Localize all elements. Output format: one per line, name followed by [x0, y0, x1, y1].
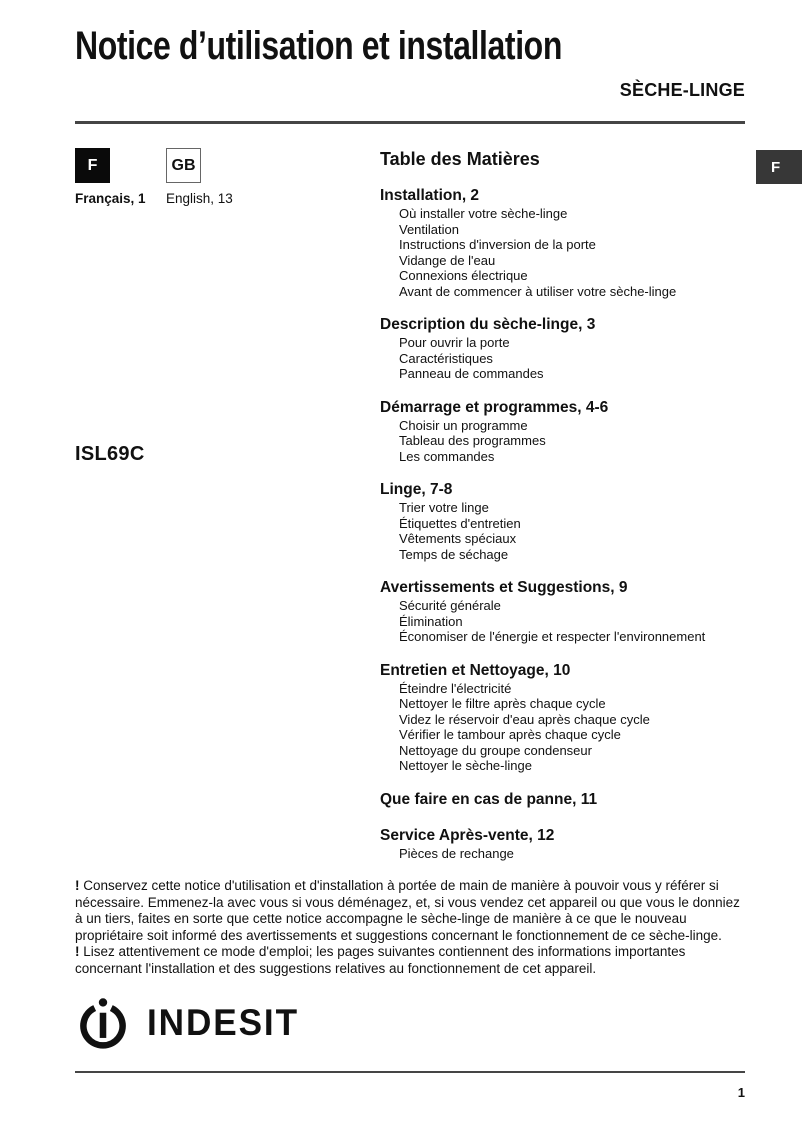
- toc-heading: Table des Matières: [380, 149, 540, 169]
- toc-item: Temps de séchage: [399, 546, 509, 562]
- toc-section: [380, 578, 745, 645]
- toc-item: Connexions électrique: [399, 268, 528, 283]
- toc-section-items: [380, 598, 745, 645]
- toc-item: Nettoyage du groupe condenseur: [399, 742, 592, 758]
- english-label: English, 13: [166, 191, 233, 206]
- bottom-divider: [75, 1071, 745, 1073]
- toc-item: Videz le réservoir d'eau après chaque cycle: [399, 711, 650, 727]
- brand-name: INDESIT: [147, 1002, 299, 1043]
- page-title: [75, 0, 745, 66]
- toc-item: Panneau de commandes: [399, 366, 544, 381]
- toc-section-title: Avertissements et Suggestions, 9: [380, 579, 628, 596]
- toc-item: Trier votre linge: [399, 500, 489, 515]
- toc-section-title: Service Après-vente, 12: [380, 826, 555, 844]
- french-label: Français, 1: [75, 191, 146, 206]
- note-paragraph: [75, 944, 745, 977]
- toc-item: Éteindre l'électricité: [399, 680, 512, 696]
- top-divider: [75, 121, 745, 124]
- toc-item: Élimination: [399, 613, 463, 629]
- toc-item: Instructions d'inversion de la porte: [399, 237, 596, 252]
- toc-sections: [380, 186, 745, 861]
- toc-item: Tableau des programmes: [399, 433, 546, 448]
- french-flag-box: [75, 148, 110, 183]
- model-number: ISL69C: [75, 443, 145, 465]
- toc-section-title: Description du sèche-linge, 3: [380, 316, 596, 333]
- toc-section: [380, 315, 745, 382]
- toc-section: [380, 186, 745, 299]
- main-columns: [75, 148, 745, 878]
- toc-section-items: [380, 418, 745, 465]
- toc-section-items: [380, 206, 745, 299]
- toc-section-title: Entretien et Nettoyage, 10: [380, 661, 571, 679]
- toc-item: Vêtements spéciaux: [399, 531, 517, 546]
- toc-item: Pour ouvrir la porte: [399, 335, 510, 350]
- toc-item: Nettoyer le filtre après chaque cycle: [399, 696, 606, 711]
- toc-item: Économiser de l'énergie et respecter l'environnement: [399, 629, 706, 644]
- table-of-contents: [380, 148, 745, 878]
- toc-section-items: [380, 681, 745, 774]
- toc-section-title: Installation, 2: [380, 187, 480, 204]
- page-number: 1: [737, 1085, 745, 1100]
- toc-item: Pièces de rechange: [399, 845, 514, 861]
- toc-section: [380, 790, 745, 810]
- toc-item: Choisir un programme: [399, 417, 528, 433]
- toc-item: Étiquettes d'entretien: [399, 515, 521, 531]
- toc-section-title: Démarrage et programmes, 4-6: [380, 398, 609, 416]
- toc-item: Vérifier le tambour après chaque cycle: [399, 727, 621, 742]
- side-tab-label: F: [771, 158, 781, 176]
- toc-item: Les commandes: [399, 448, 495, 464]
- page-title-text: Notice d’utilisation et installation: [75, 24, 562, 68]
- note-paragraph: [75, 878, 745, 944]
- note-marker: !: [75, 944, 80, 959]
- toc-item: Ventilation: [399, 221, 459, 237]
- power-i-icon: [75, 995, 131, 1051]
- french-code: F: [87, 156, 98, 174]
- english-code: GB: [171, 156, 196, 174]
- side-language-tab: [756, 150, 802, 184]
- brand-logo: [75, 995, 745, 1051]
- note-marker: !: [75, 878, 80, 893]
- toc-section-items: [380, 846, 745, 862]
- toc-section: [380, 398, 745, 465]
- toc-section: [380, 480, 745, 562]
- english-flag-box: [166, 148, 201, 183]
- language-entry-english: [166, 148, 257, 206]
- notes-block: [75, 878, 745, 977]
- toc-item: Nettoyer le sèche-linge: [399, 758, 532, 773]
- toc-item: Sécurité générale: [399, 598, 501, 613]
- toc-section-title: Linge, 7-8: [380, 481, 453, 498]
- note-text: Conservez cette notice d'utilisation et d'installation à portée de main de manière à pouvoir vous y référer si nécessaire. Emmenez-la avec vous si vous déménagez, et, si vous vendez cet appareil ou que vous le donniez à un tiers, faites en sorte que cette notice accompagne le sèche-linge de manière à ce que le nouveau propriétaire soit informé des avertissements et suggestions concernant le fonctionnement de ce sèche-linge.: [75, 878, 740, 943]
- toc-item: Caractéristiques: [399, 350, 493, 366]
- appliance-type-subtitle: SÈCHE-LINGE: [619, 80, 745, 100]
- note-text: Lisez attentivement ce mode d'emploi; les pages suivantes contiennent des informations importantes concernant l'installation et des suggestions relatives au fonctionnement de cet appareil.: [75, 944, 686, 976]
- toc-section-title: Que faire en cas de panne, 11: [380, 790, 598, 808]
- toc-section: [380, 826, 745, 862]
- language-entry-french: [75, 148, 166, 206]
- toc-section-items: [380, 335, 745, 382]
- left-column: [75, 148, 380, 878]
- toc-item: Avant de commencer à utiliser votre sèche-linge: [399, 283, 677, 299]
- toc-item: Vidange de l'eau: [399, 252, 496, 268]
- toc-item: Où installer votre sèche-linge: [399, 206, 568, 221]
- toc-section-items: [380, 500, 745, 562]
- toc-section: [380, 661, 745, 774]
- language-selector-row: [75, 148, 380, 206]
